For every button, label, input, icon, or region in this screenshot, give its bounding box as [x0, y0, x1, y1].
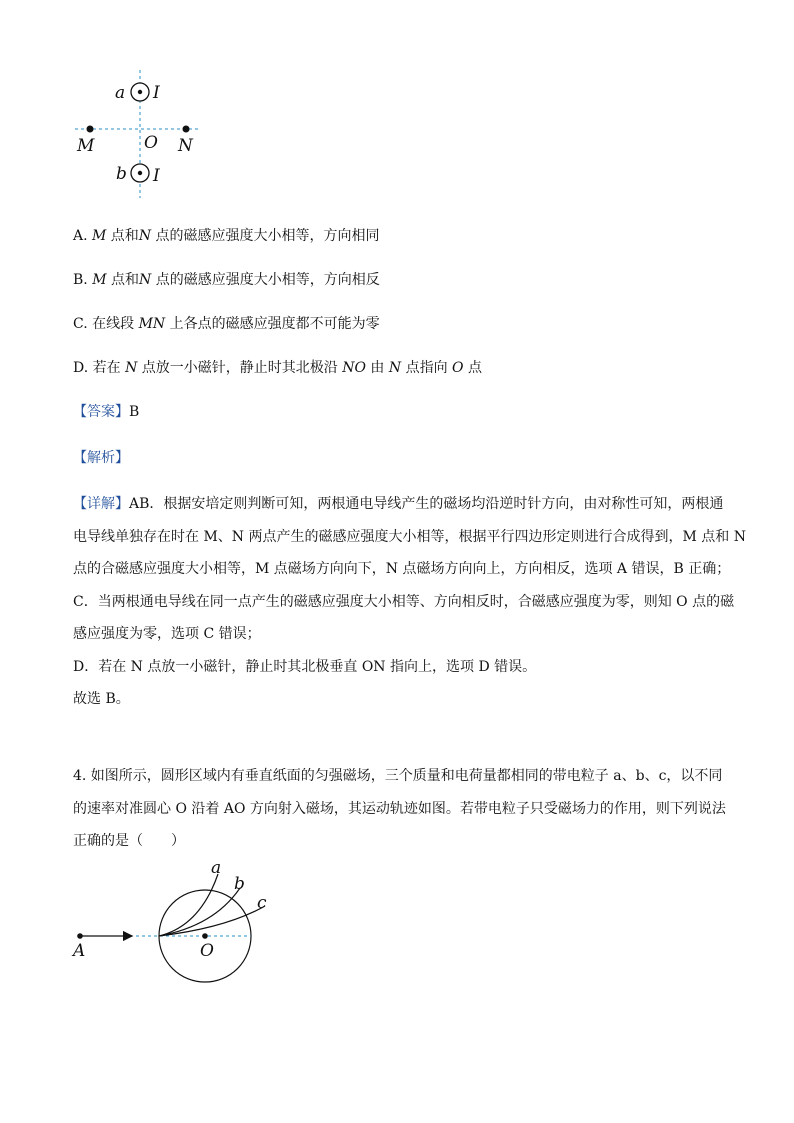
center-o: [202, 933, 208, 939]
option-a-var1: M: [92, 228, 107, 244]
option-b: [73, 270, 380, 290]
detail-line-1: AB．根据安培定则判断可知，两根通电导线产生的磁场均沿逆时针方向，由对称性可知，两根通: [129, 496, 724, 512]
question-4: [73, 760, 726, 858]
option-a-prefix: A.: [73, 228, 93, 244]
detail-row-1: [73, 488, 723, 521]
option-c-prefix: C. 在线段: [73, 316, 139, 332]
option-d-text1: 点放一小磁针，静止时其北极沿: [137, 360, 343, 376]
label-center-o: O: [200, 941, 214, 961]
label-a: a: [115, 83, 126, 103]
option-d: [73, 358, 482, 378]
label-b: b: [116, 164, 127, 184]
figure-wires-diagram: [70, 68, 210, 203]
answer-value: B: [129, 404, 140, 420]
answer-line: [73, 402, 139, 422]
figure-circle-field-diagram: [68, 860, 288, 985]
option-b-text2: 点的磁感应强度大小相等，方向相反: [151, 272, 380, 288]
option-d-var4: O: [452, 360, 464, 376]
option-d-text2: 由: [365, 360, 389, 376]
answer-label: 【答案】: [73, 404, 129, 420]
option-c-var1: MN: [138, 316, 166, 332]
detail-line-3: 点的合磁感应强度大小相等，M 点磁场方向向下，N 点磁场方向向上，方向相反，选项 A 错误，B 正确；: [73, 561, 731, 577]
detail-line-6: D．若在 N 点放一小磁针，静止时其北极垂直 ON 指向上，选项 D 错误。: [73, 658, 537, 675]
option-a-text2: 点的磁感应强度大小相等，方向相同: [151, 228, 380, 244]
wire-b-dot: [138, 171, 142, 175]
option-b-text1: 点和: [106, 272, 139, 288]
option-a-var2: N: [138, 228, 152, 244]
option-b-prefix: B.: [73, 272, 93, 288]
label-traj-a: a: [211, 860, 222, 878]
label-o: O: [144, 133, 158, 153]
label-traj-b: b: [234, 874, 245, 894]
option-b-var1: M: [92, 272, 107, 288]
label-i-top: I: [153, 83, 160, 103]
option-c-text1: 上各点的磁感应强度都不可能为零: [165, 316, 380, 332]
detail-line-5: 感应强度为零，选项 C 错误；: [73, 626, 261, 642]
option-b-var2: N: [139, 272, 152, 288]
detail-conclusion: 故选 B。: [73, 691, 130, 707]
analysis-heading: [73, 448, 129, 468]
option-d-text4: 点: [463, 360, 482, 376]
option-a: [73, 226, 380, 246]
option-d-var1: N: [125, 360, 138, 376]
option-d-var3: N: [388, 360, 402, 376]
question-4-line-3: 正确的是（ ）: [73, 833, 185, 849]
option-c: [73, 314, 380, 334]
point-a-start: [77, 933, 83, 939]
label-traj-c: c: [257, 893, 267, 913]
detail-paragraph: [73, 488, 746, 716]
detail-line-2: 电导线单独存在时在 M、N 两点产生的磁感应强度大小相等，根据平行四边形定则进行合成得到，M 点和 N: [73, 528, 746, 545]
question-4-line-1: 4. 如图所示，圆形区域内有垂直纸面的匀强磁场，三个质量和电荷量都相同的带电粒子 a、b、c，以不同: [73, 768, 723, 784]
label-n: N: [178, 136, 193, 156]
label-i-bottom: I: [153, 166, 160, 186]
option-d-var2: NO: [342, 360, 366, 376]
option-d-text3: 点指向: [401, 360, 453, 376]
label-m: M: [77, 136, 95, 156]
point-m: [87, 126, 94, 133]
wire-a-dot: [138, 90, 142, 94]
option-d-prefix: D. 若在: [73, 360, 126, 376]
question-4-line-2: 的速率对准圆心 O 沿着 AO 方向射入磁场，其运动轨迹如图。若带电粒子只受磁场力的作用，则下列说法: [73, 800, 726, 817]
detail-label: 【详解】: [73, 496, 129, 512]
option-a-text1: 点和: [106, 228, 139, 244]
analysis-label: 【解析】: [73, 450, 129, 466]
point-n: [183, 126, 190, 133]
label-point-a: A: [73, 941, 86, 961]
detail-line-4: C．当两根通电导线在同一点产生的磁感应强度大小相等、方向相反时，合磁感应强度为零，则知 O 点的磁: [73, 593, 735, 610]
